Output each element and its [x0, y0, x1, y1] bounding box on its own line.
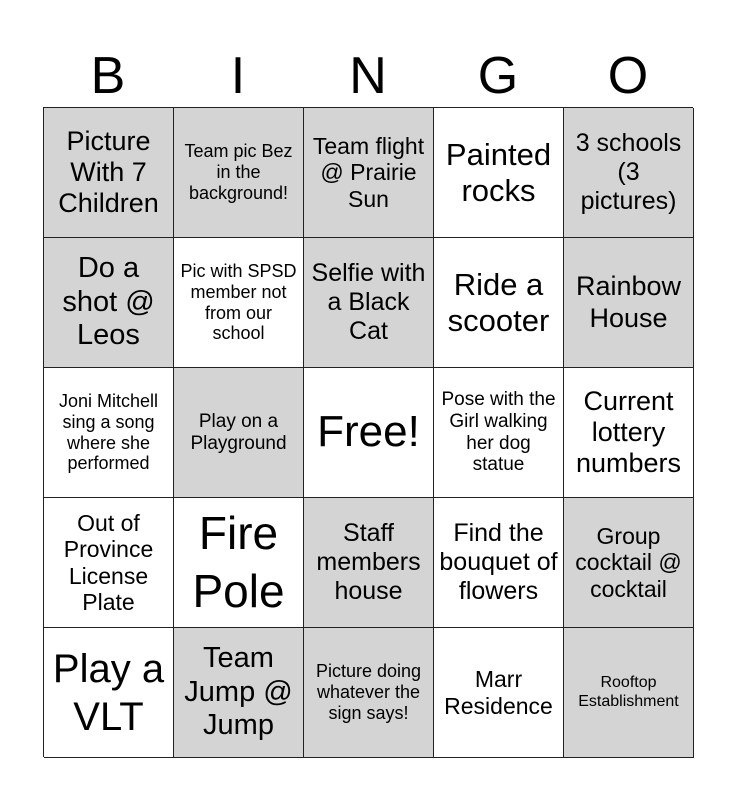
cell-text: Play a VLT	[52, 646, 165, 739]
bingo-cell[interactable]	[174, 368, 304, 498]
free-space-cell[interactable]	[304, 368, 434, 498]
bingo-cell[interactable]	[174, 498, 304, 628]
cell-text: Ride a scooter	[447, 266, 550, 338]
header-letter-n: N	[349, 47, 387, 105]
cell-text: Marr Residence	[444, 666, 553, 719]
cell-text: Picture With 7 Children	[58, 125, 159, 219]
bingo-cell[interactable]	[564, 628, 694, 758]
header-letter-g: G	[477, 47, 519, 105]
cell-text: Staff members house	[316, 519, 421, 605]
header-letter-o: O	[607, 47, 649, 105]
bingo-cell[interactable]	[174, 108, 304, 238]
bingo-cell[interactable]	[564, 368, 694, 498]
bingo-header	[43, 45, 693, 107]
cell-text: Rainbow House	[575, 271, 682, 333]
cell-text: Current lottery numbers	[575, 385, 682, 479]
bingo-cell[interactable]	[564, 238, 694, 368]
bingo-cell[interactable]	[434, 238, 564, 368]
cell-text: Picture doing whatever the sign says!	[315, 661, 422, 723]
bingo-cell[interactable]	[434, 628, 564, 758]
bingo-cell[interactable]	[434, 498, 564, 628]
bingo-cell[interactable]	[304, 238, 434, 368]
cell-text: Out of Province License Plate	[63, 509, 154, 615]
bingo-cell[interactable]	[174, 628, 304, 758]
bingo-cell[interactable]	[44, 368, 174, 498]
cell-text: Team pic Bez in the background!	[184, 141, 293, 203]
cell-text: Pic with SPSD member not from our school	[180, 261, 297, 344]
cell-text: Find the bouquet of flowers	[439, 519, 558, 605]
cell-text: Pose with the Girl walking her dog statue	[441, 388, 556, 476]
bingo-cell[interactable]	[304, 498, 434, 628]
bingo-cell[interactable]	[44, 628, 174, 758]
cell-text: Play on a Playground	[190, 410, 287, 454]
header-letter-i: I	[230, 47, 246, 105]
cell-text: Group cocktail @ cocktail	[575, 522, 682, 602]
bingo-cell[interactable]	[44, 498, 174, 628]
cell-text: Team Jump @ Jump	[184, 642, 293, 742]
bingo-cell[interactable]	[304, 628, 434, 758]
cell-text: Team flight @ Prairie Sun	[312, 132, 425, 212]
bingo-cell[interactable]	[44, 238, 174, 368]
cell-text: Joni Mitchell sing a song where she performed	[58, 391, 159, 474]
header-letter-b: B	[90, 47, 126, 105]
bingo-board	[43, 107, 693, 757]
cell-text: Selfie with a Black Cat	[311, 259, 426, 345]
cell-text: Fire Pole	[192, 507, 285, 617]
bingo-cell[interactable]	[174, 238, 304, 368]
cell-text: 3 schools (3 pictures)	[575, 129, 682, 215]
free-space-text: Free!	[317, 407, 420, 457]
bingo-cell[interactable]	[304, 108, 434, 238]
bingo-cell[interactable]	[564, 108, 694, 238]
bingo-cell[interactable]	[44, 108, 174, 238]
bingo-cell[interactable]	[434, 368, 564, 498]
bingo-cell[interactable]	[564, 498, 694, 628]
bingo-cell[interactable]	[434, 108, 564, 238]
cell-text: Do a shot @ Leos	[62, 252, 155, 352]
cell-text: Rooftop Establishment	[578, 674, 679, 710]
cell-text: Painted rocks	[445, 136, 552, 208]
